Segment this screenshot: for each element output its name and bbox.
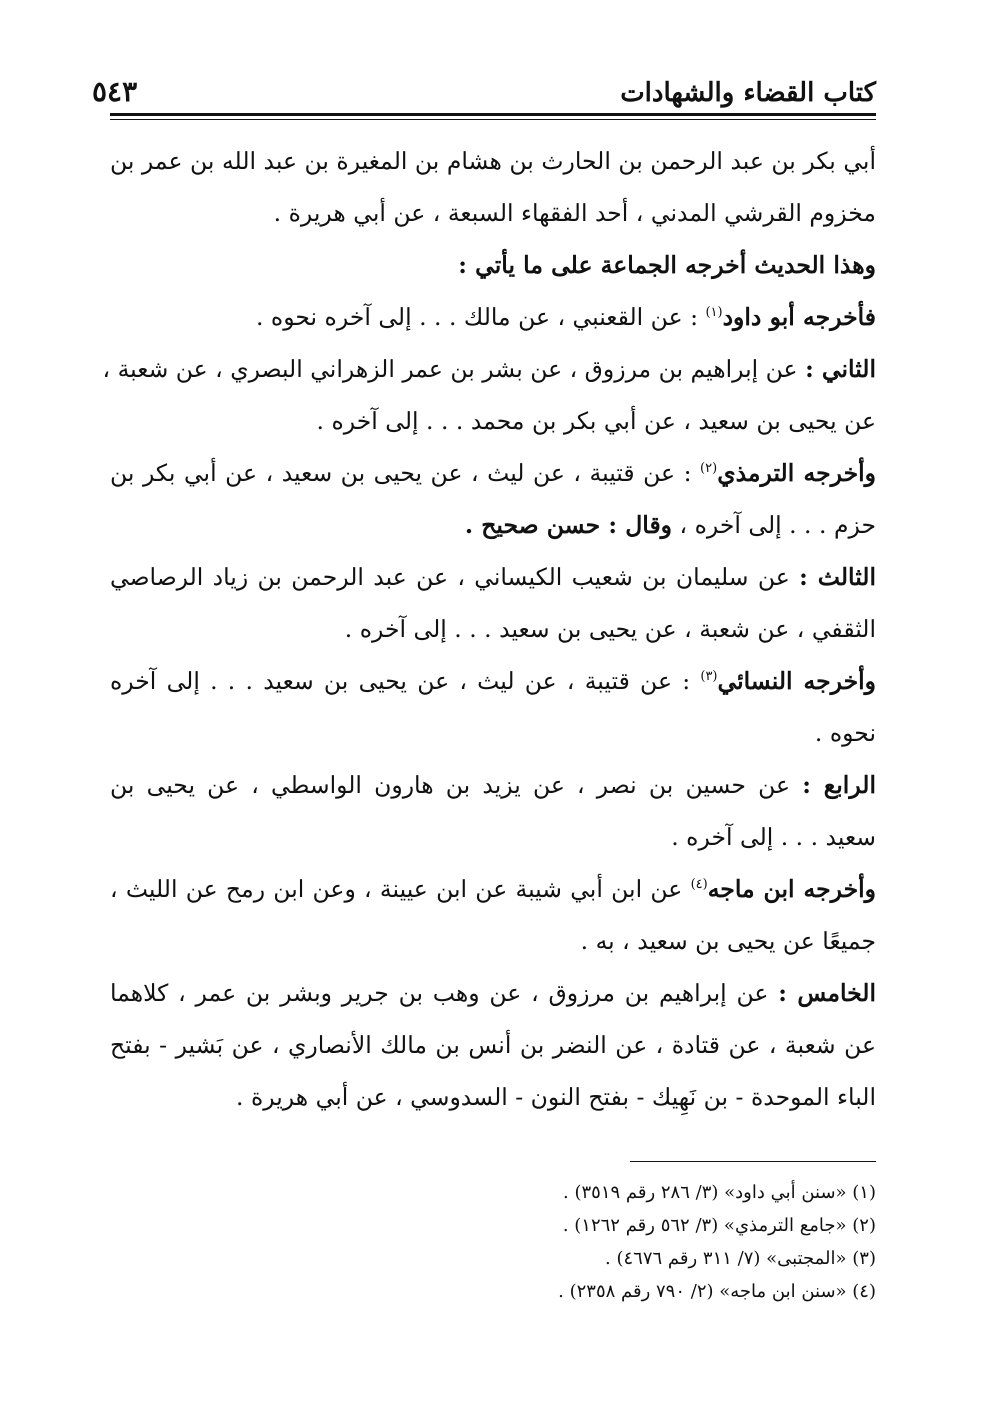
main-text — [102, 137, 876, 1125]
text-line — [110, 761, 876, 809]
section-heading: وهذا الحديث أخرجه الجماعة على ما يأتي : — [458, 251, 876, 279]
chain-label: الخامس : — [778, 979, 876, 1007]
line-text: عن شعبة ، عن قتادة ، عن النضر بن أنس بن مالك الأنصاري ، عن بَشير - بفتح — [110, 1031, 876, 1059]
source-label: وأخرجه الترمذي — [717, 459, 876, 487]
running-title: كتاب القضاء والشهادات — [620, 78, 876, 108]
text-line — [110, 709, 876, 757]
text-line — [110, 657, 876, 705]
text-line — [110, 449, 876, 497]
verdict-label: وقال : — [608, 511, 673, 539]
chain-label: الرابع : — [802, 771, 876, 799]
page-header — [92, 58, 876, 108]
text-line — [110, 1021, 876, 1069]
line-text: عن إبراهيم بن مرزوق ، عن بشر بن عمر الزهراني البصري ، عن شعبة ، — [102, 355, 806, 383]
text-line — [110, 189, 876, 237]
footnote-separator — [630, 1161, 876, 1162]
footnote: (٤) «سنن ابن ماجه» (٢/ ٧٩٠ رقم ٢٣٥٨) . — [558, 1281, 876, 1302]
footnote-ref: (٣) — [700, 669, 718, 685]
text-line — [110, 1073, 876, 1121]
text-line — [110, 553, 876, 601]
line-text: جميعًا عن يحيى بن سعيد ، به . — [580, 927, 876, 955]
footnote: (١) «سنن أبي داود» (٣/ ٢٨٦ رقم ٣٥١٩) . — [563, 1182, 876, 1203]
header-rule-thick — [110, 113, 876, 116]
text-line — [102, 345, 876, 393]
header-rule-thin — [110, 119, 876, 120]
footnote: (٣) «المجتبى» (٧/ ٣١١ رقم ٤٦٧٦) . — [605, 1248, 876, 1269]
text-line — [110, 969, 876, 1017]
text-line — [110, 137, 876, 185]
text-line — [110, 605, 876, 653]
footnote-ref: (٤) — [690, 877, 708, 893]
footnote-ref: (٢) — [700, 461, 718, 477]
text-line — [110, 865, 876, 913]
page-number: ٥٤٣ — [92, 75, 138, 108]
source-label: وأخرجه ابن ماجه — [707, 875, 876, 903]
footnotes — [110, 1176, 876, 1308]
chain-label: الثالث : — [799, 563, 876, 591]
text-line — [110, 397, 876, 445]
line-text: الباء الموحدة - بن نَهِيك - بفتح النون - السدوسي ، عن أبي هريرة . — [236, 1083, 876, 1111]
source-label: وأخرجه النسائي — [717, 667, 876, 695]
line-text: عن حسين بن نصر ، عن يزيد بن هارون الواسطي ، عن يحيى بن — [110, 771, 803, 799]
source-label: فأخرجه أبو داود — [722, 303, 876, 331]
line-text: نحوه . — [814, 719, 876, 747]
line-text: : عن قتيبة ، عن ليث ، عن يحيى بن سعيد . . . إلى آخره — [110, 667, 701, 695]
text-line — [110, 293, 876, 341]
line-text: الثقفي ، عن شعبة ، عن يحيى بن سعيد . . . إلى آخره . — [344, 615, 876, 643]
text-line — [110, 241, 876, 289]
line-text: سعيد . . . إلى آخره . — [671, 823, 876, 851]
line-text: : عن القعنبي ، عن مالك . . . إلى آخره نحوه . — [255, 303, 706, 331]
footnote-ref: (١) — [705, 305, 723, 321]
text-line — [110, 813, 876, 861]
chain-label: الثاني : — [805, 355, 876, 383]
line-text: : عن قتيبة ، عن ليث ، عن يحيى بن سعيد ، عن أبي بكر بن — [110, 459, 701, 487]
footnote: (٢) «جامع الترمذي» (٣/ ٥٦٢ رقم ١٢٦٢) . — [562, 1215, 876, 1236]
line-text: عن إبراهيم بن مرزوق ، عن وهب بن جرير وبشر بن عمر ، كلاهما — [110, 979, 779, 1007]
line-text: عن سليمان بن شعيب الكيساني ، عن عبد الرحمن بن زياد الرصاصي — [110, 563, 800, 591]
text-line — [110, 917, 876, 965]
text-line — [110, 501, 876, 549]
line-text: عن ابن أبي شيبة عن ابن عيينة ، وعن ابن رمح عن الليث ، — [110, 875, 691, 903]
line-text: عن يحيى بن سعيد ، عن أبي بكر بن محمد . . . إلى آخره . — [316, 407, 876, 435]
verdict-text: حسن صحيح . — [464, 511, 609, 539]
line-text: مخزوم القرشي المدني ، أحد الفقهاء السبعة ، عن أبي هريرة . — [273, 199, 876, 227]
line-text: حزم . . . إلى آخره ، — [672, 511, 876, 539]
line-text: أبي بكر بن عبد الرحمن بن الحارث بن هشام بن المغيرة بن عبد الله بن عمر بن — [110, 147, 876, 175]
